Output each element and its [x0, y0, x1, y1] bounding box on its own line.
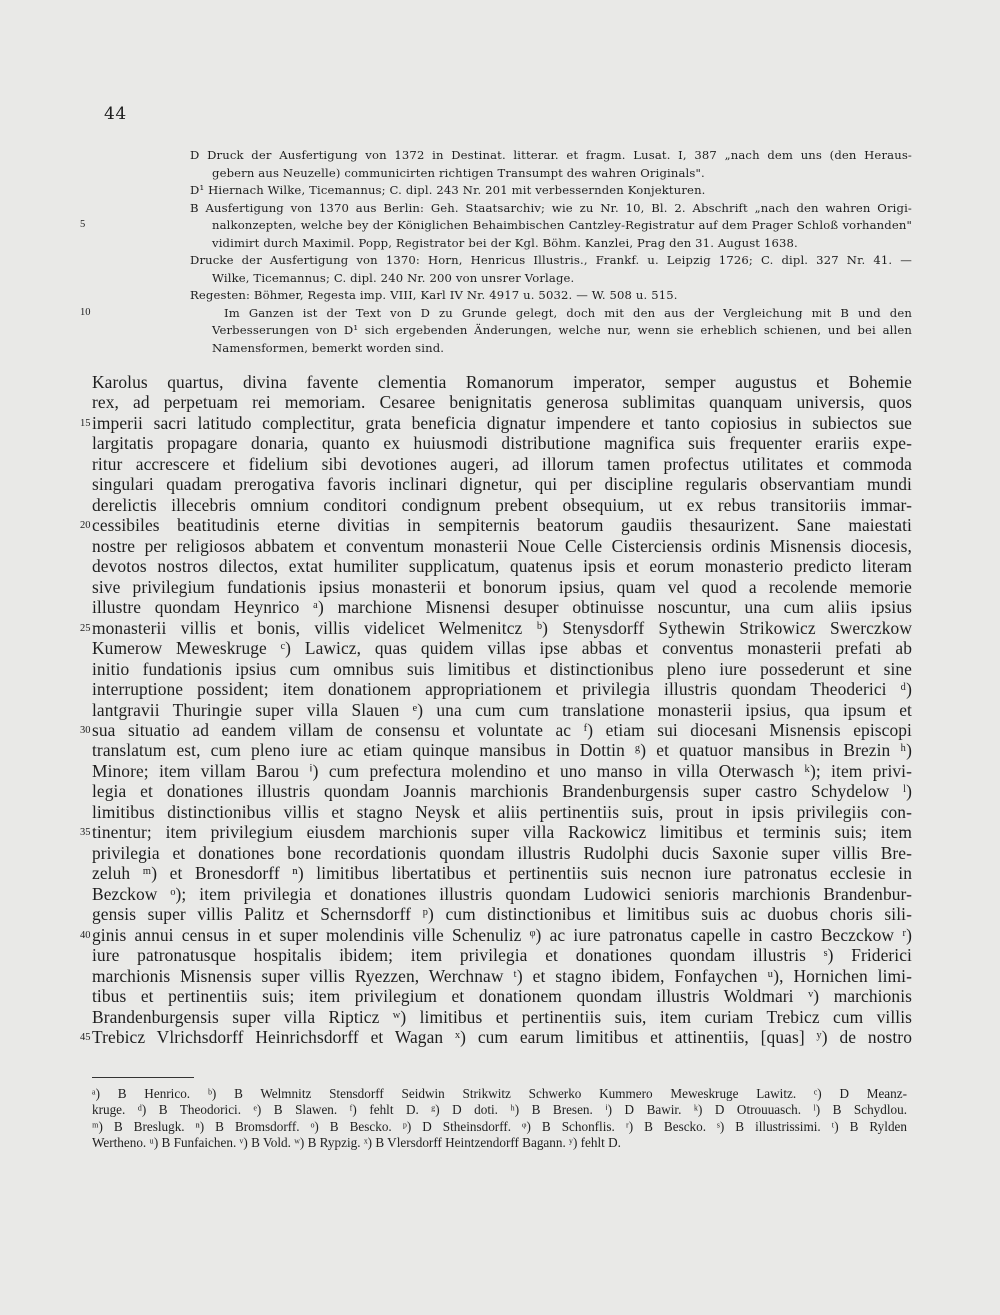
main-text-line: illustre quondam Heynrico ᵃ) marchione Misnensi desuper obtinuisse noscuntur, una cum aliis ipsius — [92, 597, 912, 618]
apparatus-line: B Ausfertigung von 1370 aus Berlin: Geh. Staatsarchiv; wie zu Nr. 10, Bl. 2. Abschrift „nach den wahren Origi- — [190, 200, 912, 215]
main-text-line: marchionis Misnensis super villis Ryezzen, Werchnaw ᵗ) et stagno ibidem, Fonfaychen ᵘ), Hornichen limi- — [92, 965, 912, 986]
apparatus-line: Drucke der Ausfertigung von 1370: Horn, Henricus Illustris., Frankf. u. Leipzig 1726; C. dipl. 327 Nr. 41. — — [190, 253, 912, 267]
footnote-line: ᵐ) B Breslugk. ⁿ) B Bromsdorff. ᵒ) B Bescko. ᵖ) D Stheinsdorff. ᵠ) B Schonflis. ʳ) B Bescko. ˢ) B illustrissimi. ᵗ) B Rylden — [92, 1118, 907, 1134]
main-text-line: tinentur; item privilegium eiusdem marchionis super villa Rackowicz limitibus et terminis suis; item — [92, 822, 912, 843]
apparatus-line: Namensformen, bemerkt worden sind. — [212, 340, 445, 355]
apparatus-line: vidimirt durch Maximil. Popp, Registrator bei der Kgl. Böhm. Kanzlei, Prag den 31. August 1638. — [212, 235, 798, 250]
main-text-line: sive privilegium fundationis ipsius monasterii et bonorum ipsius, quam vel quod a recolende memorie — [92, 576, 912, 597]
main-text-line: gensis super villis Palitz et Schernsdorff ᵖ) cum distinctionibus et limitibus suis ac duobus choris sili- — [92, 904, 912, 925]
main-text-line: nostre per religiosos abbatem et conventum monasterii Noue Celle Cisterciensis ordinis Misnensis diocesis, — [92, 535, 912, 556]
footnote-line: Wertheno. ᵘ) B Funfaichen. ᵛ) B Vold. ʷ) B Rypzig. ˣ) B Vlersdorff Heintzendorff Bagann. ʸ) fehlt D. — [92, 1134, 621, 1150]
main-text-line: Kumerow Meweskruge ᶜ) Lawicz, quas quidem villas ipse abbas et conventus monasterii prefati ab — [92, 638, 912, 659]
main-text-line: Karolus quartus, divina favente clementia Romanorum imperator, semper augustus et Bohemie — [92, 372, 912, 392]
apparatus-line: Verbesserungen von D¹ sich ergebenden Änderungen, welche nur, wenn sie erheblich schienen, und bei allen — [212, 323, 912, 337]
main-text-line: legia et donationes illustris quondam Joannis marchionis Brandenburgensis super castro Schydelow ˡ) — [92, 781, 912, 802]
margin-line-number: 10 — [80, 306, 91, 318]
margin-line-number: 20 — [80, 520, 91, 532]
margin-line-number: 40 — [80, 929, 91, 941]
main-text-line: Bezckow ᵒ); item privilegia et donationes illustris quondam Ludowici senioris marchionis Brandenbur- — [92, 883, 912, 904]
apparatus-line: Regesten: Böhmer, Regesta imp. VIII, Karl IV Nr. 4917 u. 5032. — W. 508 u. 515. — [190, 288, 678, 302]
footnote-line: kruge. ᵈ) B Theodorici. ᵉ) B Slawen. ᶠ) fehlt D. ᵍ) D doti. ʰ) B Bresen. ⁱ) D Bawir. ᵏ) D Otrouuasch. ˡ) B Schydlou. — [92, 1102, 907, 1118]
main-text-line: Trebicz Vlrichsdorff Heinrichsdorff et Wagan ˣ) cum earum limitibus et attinentiis, [quas] ʸ) de nostro — [92, 1027, 912, 1048]
main-text-line: monasterii villis et bonis, villis videlicet Welmenitcz ᵇ) Stenysdorff Sythewin Strikowicz Swerczkow — [92, 617, 912, 638]
margin-line-number: 45 — [80, 1032, 91, 1044]
main-text-line: limitibus distinctionibus villis et stagno Neysk et aliis pertinentiis suis, prout in ipsis privilegiis con- — [92, 801, 912, 822]
main-text-line: tibus et pertinentiis suis; item privilegium et donationem quondam illustris Woldmari ᵛ) marchionis — [92, 986, 912, 1007]
margin-line-number: 35 — [80, 827, 91, 839]
main-text-line: zeluh ᵐ) et Bronesdorff ⁿ) limitibus libertatibus et pertinentiis suis necnon iure patronatus ecclesie in — [92, 863, 912, 884]
main-text-line: ginis annui census in et super molendinis ville Schenuliz ᵠ) ac iure patronatus capelle in castro Beczckow ʳ) — [92, 924, 912, 945]
main-text-line: Minore; item villam Barou ⁱ) cum prefectura molendino et uno manso in villa Oterwasch ᵏ); item privi- — [92, 760, 912, 781]
apparatus-line: D¹ Hiernach Wilke, Ticemannus; C. dipl. 243 Nr. 201 mit verbessernden Konjekturen. — [190, 183, 706, 197]
footnote-line: ᵃ) B Henrico. ᵇ) B Welmnitz Stensdorff Seidwin Strikwitz Schwerko Kummero Meweskruge Lawitz. ᶜ) D Meanz- — [92, 1086, 907, 1101]
main-text-line: translatum est, cum pleno iure ac etiam quinque mansibus in Dottin ᵍ) et quatuor mansibus in Brezin ʰ) — [92, 740, 912, 761]
apparatus-line: Im Ganzen ist der Text von D zu Grunde gelegt, doch mit den aus der Vergleichung mit B und den — [224, 305, 912, 320]
margin-line-number: 25 — [80, 622, 91, 634]
main-text-line: initio fundationis ipsius cum omnibus suis limitibus et distinctionibus pleno iure possederunt et sine — [92, 658, 912, 679]
main-text-line: largitatis propagare donaria, quanto ex huiusmodi distributione magnifica suis frequenter erariis expe- — [92, 433, 912, 454]
apparatus-line: nalkonzepten, welche bey der Königlichen Behaimbischen Cantzley-Registratur auf dem Prager Schloß vorhanden" — [212, 218, 912, 232]
footnote-rule — [92, 1077, 194, 1078]
main-text-line: privilegia et donationes bone recordationis quondam illustris Rudolphi ducis Saxonie super villis Bre- — [92, 842, 912, 863]
main-text-line: derelictis illecebris omnium conditori condignum prebent obsequium, ut ex rebus transitoriis immar- — [92, 494, 912, 515]
main-text-line: iure patronatusque hospitalis ibidem; item privilegia et donationes quondam illustris ˢ) Friderici — [92, 945, 912, 966]
margin-line-number: 15 — [80, 417, 91, 429]
page-number: 44 — [104, 104, 127, 124]
main-text-line: imperii sacri latitudo complectitur, grata beneficia dignatur impendere et tanto copiosius in subiectos sue — [92, 412, 912, 433]
main-text-line: devotos nostros dilectos, extat humiliter supplicatum, quatenus ipsis et eorum monasterio predicto literam — [92, 556, 912, 577]
main-text-line: cessibiles beatitudinis eterne divitias in sempiternis beatorum gaudiis thesaurizent. Sane maiestati — [92, 515, 912, 536]
margin-line-number: 5 — [80, 219, 86, 230]
main-text-line: lantgravii Thuringie super villa Slauen ᵉ) una cum cum translatione monasterii ipsius, qua ipsum et — [92, 699, 912, 720]
main-text-line: ritur accrescere et fidelium sibi devotiones augeri, ad illorum tamen profectus utilitates et commoda — [92, 453, 912, 474]
margin-line-number: 30 — [80, 724, 91, 736]
main-text-line: interruptione possident; item donationem appropriationem et privilegia illustris quondam Theoderici ᵈ) — [92, 679, 912, 700]
main-text-line: sua situatio ad eandem villam de consensu et voluntate ac ᶠ) etiam sui diocesani Misnensis episcopi — [92, 719, 912, 740]
apparatus-line: gebern aus Neuzelle) communicirten richtigen Transumpt des wahren Originals". — [212, 165, 705, 180]
main-text-line: rex, ad perpetuam rei memoriam. Cesaree benignitatis generosa sublimitas quanquam universis, quos — [92, 392, 912, 413]
apparatus-line: Wilke, Ticemannus; C. dipl. 240 Nr. 200 von unsrer Vorlage. — [212, 270, 575, 285]
main-text-line: singulari quadam prerogativa favoris inclinari dignetur, qui per discipline regularis observantiam mundi — [92, 474, 912, 495]
main-text-line: Brandenburgensis super villa Ripticz ʷ) limitibus et pertinentiis suis, item curiam Trebicz cum villis — [92, 1006, 912, 1027]
apparatus-line: D Druck der Ausfertigung von 1372 in Destinat. litterar. et fragm. Lusat. I, 387 „nach dem uns (den Heraus- — [190, 148, 912, 162]
